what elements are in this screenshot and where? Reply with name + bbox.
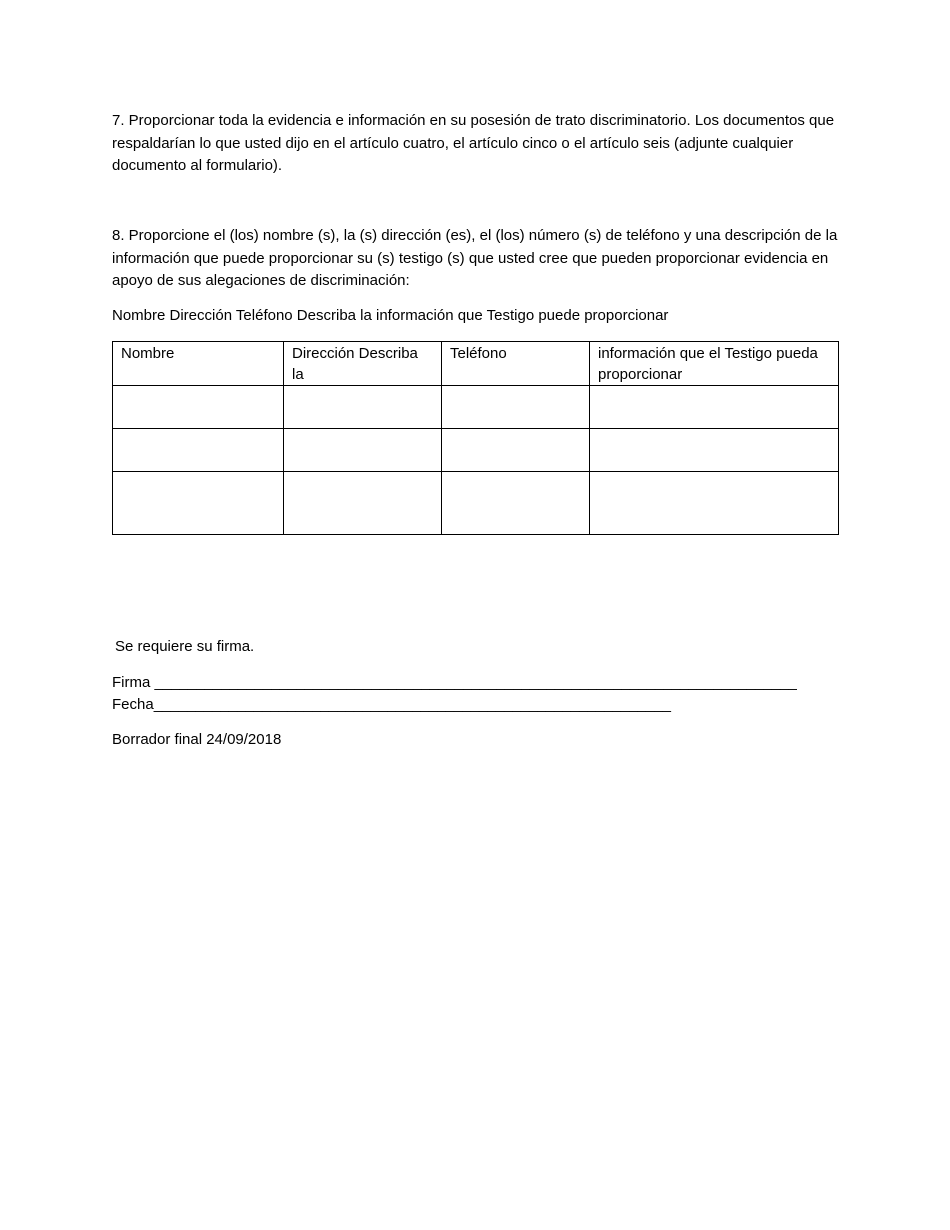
fecha-line: [112, 694, 847, 717]
table-cell[interactable]: [284, 429, 442, 472]
firma-line: [112, 672, 847, 695]
firma-label: Firma: [112, 674, 155, 691]
signature-required-text: Se requiere su firma.: [115, 638, 255, 655]
table-cell[interactable]: [590, 472, 839, 535]
header-direccion: Dirección Describa la: [284, 342, 442, 386]
fecha-blank[interactable]: ______________________________________________________________: [153, 696, 671, 713]
table-cell[interactable]: [442, 472, 590, 535]
header-informacion: información que el Testigo pueda proporcionar: [590, 342, 839, 386]
table-row: [113, 429, 839, 472]
table-row: [113, 386, 839, 429]
witness-header-line: Nombre Dirección Teléfono Describa la información que Testigo puede proporcionar: [112, 307, 669, 324]
table-cell[interactable]: [284, 472, 442, 535]
table-cell[interactable]: [113, 472, 284, 535]
table-cell[interactable]: [442, 429, 590, 472]
table-cell[interactable]: [442, 386, 590, 429]
table-cell[interactable]: [113, 386, 284, 429]
section-7-paragraph: 7. Proporcionar toda la evidencia e información en su posesión de trato discriminatorio. Los documentos que respaldarían lo que usted dijo en el artículo cuatro, el artículo cinco o el artículo seis (adjunte cualquier documento al formulario).: [112, 112, 835, 174]
draft-date: Borrador final 24/09/2018: [112, 731, 282, 748]
table-cell[interactable]: [590, 429, 839, 472]
section-8-paragraph: 8. Proporcione el (los) nombre (s), la (s) dirección (es), el (los) número (s) de teléfono y una descripción de la información que puede proporcionar su (s) testigo (s) que usted cree que pueden proporcionar evidencia en apoyo de sus alegaciones de discriminación:: [112, 227, 838, 289]
table-cell[interactable]: [113, 429, 284, 472]
fecha-label: Fecha: [112, 696, 154, 713]
firma-blank[interactable]: _____________________________________________________________________________: [154, 674, 797, 691]
table-cell[interactable]: [284, 386, 442, 429]
table-cell[interactable]: [590, 386, 839, 429]
witness-table: [112, 341, 839, 535]
table-row: [113, 472, 839, 535]
table-header-row: [113, 342, 839, 386]
header-telefono: Teléfono: [442, 342, 590, 386]
header-nombre: Nombre: [113, 342, 284, 386]
